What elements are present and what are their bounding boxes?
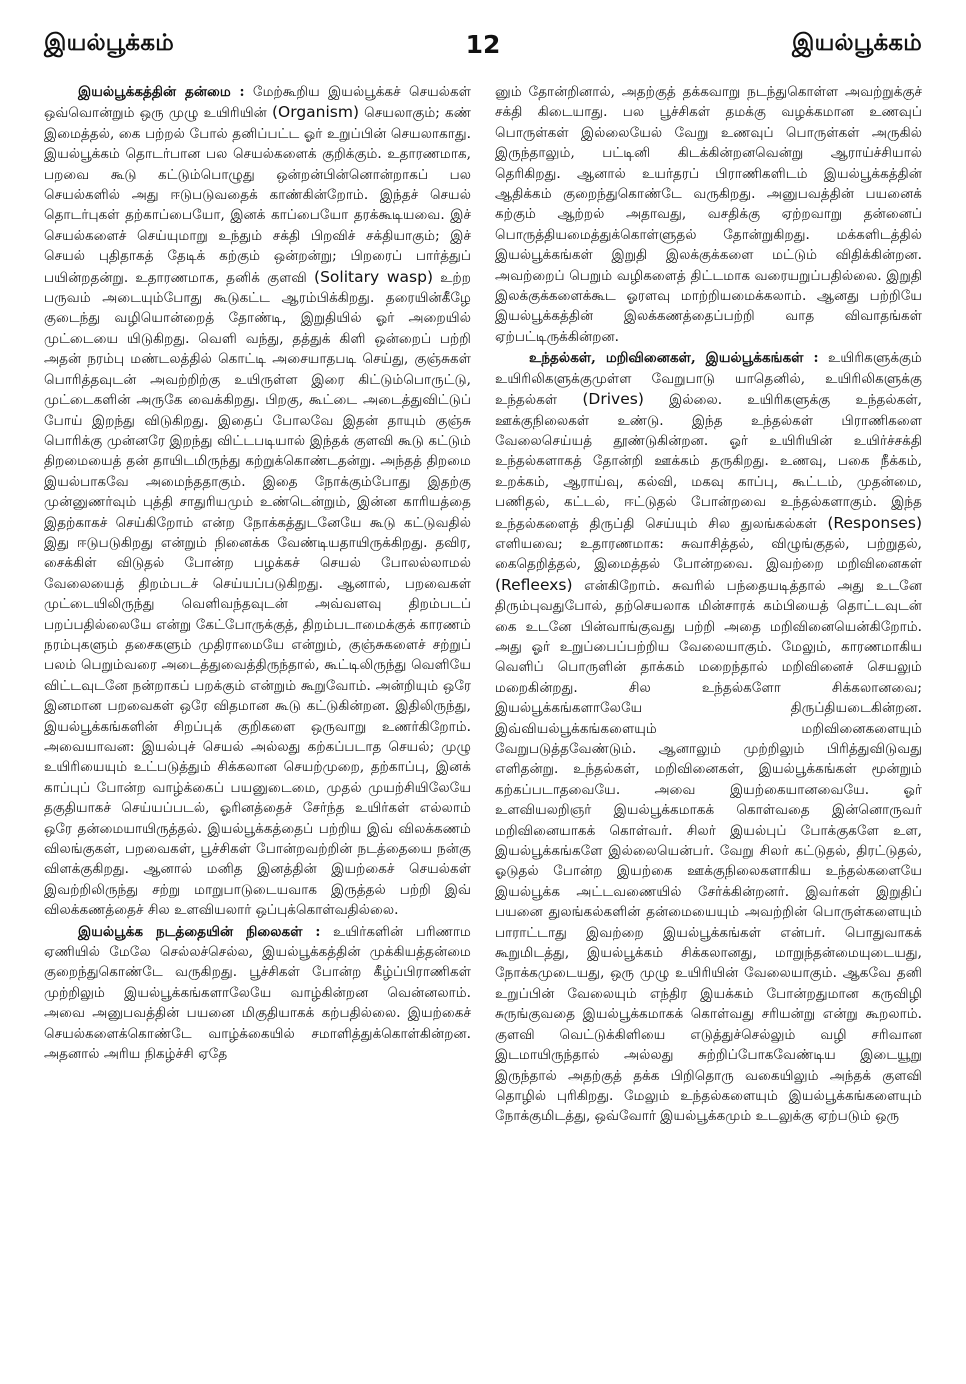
english-term: (Refleexs) xyxy=(495,575,573,594)
paragraph-nature-of-instinct xyxy=(44,82,471,921)
paragraph-continued xyxy=(495,82,922,347)
running-title-right: இயல்பூக்கம் xyxy=(792,29,922,56)
paragraph-text: செயலாகும்; கண் இமைத்தல், கை பற்றல் போல் தனிப்பட்ட ஓர் உறுப்பின் செயலாகாது. இயல்பூக்கம் தொடர்பான பல செயல்களைக் குறிக்கும். உதாரணமாக, பறவை கூடு கட்டும்பொழுது ஒன்றன்பின்னொன்றாகப் பல செயல்களில் அது ஈடுபடுவதைக் காண்கின்றோம். இந்தச் செயல் தொடர்புகள் தற்காப்பையோ, இனக் காப்பையோ தரக்கூடியவை. இச் செயல்களைச் செய்யுமாறு உந்தும் சக்தி பிறவிச் சக்தியாகும்; இச் செயல் புதிதாகத் தேடிக் கற்கும் ஒன்றன்று; பிறரைப் பார்த்துப் பயின்றதன்று. உதாரணமாக, தனிக் குளவி xyxy=(44,105,471,286)
english-term: (Responses) xyxy=(827,513,922,532)
paragraph-text: எளியவை; உதாரணமாக: சுவாசித்தல், விழுங்குதல், பற்றுதல், கைதெறித்தல், இமைத்தல் போன்றவை. இவற்றை மறிவினைகள் xyxy=(495,535,922,573)
paragraph-text: உயிர்களின் பரிணாம ஏணியில் மேலே செல்லச்செல்ல, இயல்பூக்கத்தின் முக்கியத்தன்மை குறைந்துகொண்டே வருகிறது. பூச்சிகள் போன்ற கீழ்ப்பிராணிகள் முற்றிலும் இயல்பூக்கங்களாலேயே வாழ்கின்றன வென்னலாம். அவை அனுபவத்தின் பயனை மிகுதியாகக் கற்பதில்லை. இயற்கைச் செயல்களைக்கொண்டே வாழ்க்கையில் சமாளித்துக்கொள்கின்றன. அதனால் அரிய நிகழ்ச்சி ஏதே xyxy=(44,923,471,1063)
section-heading: இயல்பூக்க நடத்தையின் நிலைகள் : xyxy=(78,923,321,940)
paragraph-text: என்கிறோம். சுவரில் பந்தையடித்தால் அது உடனே திரும்புவதுபோல், தற்செயலாக மின்சாரக் கம்பியைத் தொட்டவுடன் கை உடனே பின்வாங்குவது பற்றி அதை மறிவினையென்கிறோம். அது ஓர் உறுப்பைப்பற்றிய வேலையாகும். மேலும், காரணமாகிய வெளிப் பொருளின் தாக்கம் மறைந்தால் மறிவினைச் செயலும் மறைகின்றது. சில உந்தல்களோ சிக்கலானவை; இயல்பூக்கங்களாலேயே திருப்தியடைகின்றன. இவ்வியல்பூக்கங்களையும் மறிவினைகளையும் வேறுபடுத்தவேண்டும். ஆனாலும் முற்றிலும் பிரித்துவிடுவது எளிதன்று. உந்தல்கள், மறிவினைகள், இயல்பூக்கங்கள் மூன்றும் கற்கப்படாதவையே. அவை இயற்கையானவையே. ஓர் உளவியலறிஞர் இயல்பூக்கமாகக் கொள்வதை இன்னொருவர் மறிவினையாகக் கொள்வர். சிலர் இயல்புப் போக்குகளே உள, இயல்பூக்கங்களே இல்லையென்பர். வேறு சிலர் கட்டுதல், திரட்டுதல், ஓடுதல் போன்ற இயற்கை ஊக்குநிலைகளாகிய உந்தல்களையே இயல்பூக்க அட்டவணையில் சேர்க்கின்றனர். இவர்கள் இறுதிப் பயனை துலங்கல்களின் தன்மையையும் அவற்றின் பொருள்களையும் பாராட்டாது இவற்றை இயல்பூக்கங்கள் என்பர். பொதுவாகக் கூறுமிடத்து, இயல்பூக்கம் சிக்கலானது, மாறுந்தன்மையுடையது, நோக்கமுடையது, ஒரு முழு உயிரியின் வேலையாகும். ஆகவே தனி உறுப்பின் வேலையும் எந்திர இயக்கம் போன்றதுமான கருவிழி சுருங்குவதை இயல்பூக்கமாகக் கொள்வது சரியன்று என்று கூறலாம். குளவி வெட்டுக்கிளியை எடுத்துச்செல்லும் வழி சரிவான இடமாயிருந்தால் அல்லது சுற்றிப்போகவேண்டிய இடையூறு இருந்தால் அதற்குத் தக்க பிறிதொரு வகையிலும் அந்தக் குளவி தொழில் புரிகிறது. மேலும் உந்தல்களையும் இயல்பூக்கங்களையும் நோக்குமிடத்து, ஒவ்வோர் இயல்பூக்கமும் உடலுக்கு ஏற்படும் ஒரு xyxy=(495,577,922,1125)
page-header xyxy=(44,26,922,62)
paragraph-text: உயிரிகளுக்கும் உயிரிலிகளுக்குமுள்ள வேறுபாடு யாதெனில், உயிரிலிகளுக்கு உந்தல்கள் xyxy=(495,350,922,409)
paragraph-text: மேற்கூறிய இயல்பூக்கச் செயல்கள் ஒவ்வொன்றும் ஒரு முழு உயிரியின் xyxy=(44,84,471,122)
paragraph-text: இல்லை. உயிரிகளுக்கு உந்தல்கள், ஊக்குநிலைகள் உண்டு. இந்த உந்தல்கள் பிராணிகளை வேலைசெய்யத் தூண்டுகின்றன. ஓர் உயிரியின் உயிர்ச்சக்தி உந்தல்களாகத் தோன்றி ஊக்கம் தருகிறது. உணவு, பகை நீக்கம், உறக்கம், ஆராய்வு, கல்வி, மகவு காப்பு, கூட்டம், முதன்மை, பணிதல், கட்டல், ஈட்டுதல் போன்றவை உந்தல்களாகும். இந்த உந்தல்களைத் திருப்தி செய்யும் சில துலங்கல்கள் xyxy=(495,392,922,532)
paragraph-text: னும் தோன்றினால், அதற்குத் தக்கவாறு நடந்துகொள்ள அவற்றுக்குச் சக்தி கிடையாது. பல பூச்சிகள் தமக்கு வழக்கமான உணவுப் பொருள்கள் இல்லையேல் வேறு உணவுப் பொருள்கள் அருகில் இருந்தாலும், பட்டினி கிடக்கின்றனவென்று ஆராய்ச்சியால் தெரிகிறது. ஆனால் உயர்தரப் பிராணிகளிடம் இயல்பூக்கத்தின் ஆதிக்கம் குறைந்துகொண்டே வருகிறது. அனுபவத்தின் பயனைக் கற்கும் ஆற்றல் அதாவது, வசதிக்கு ஏற்றவாறு தன்னைப் பொருத்தியமைத்துக்கொள்ளுதல் தோன்றுகிறது. மக்களிடத்தில் இயல்பூக்கங்கள் இறுதி இலக்குக்களை மட்டும் விதிக்கின்றன. அவற்றைப் பெறும் வழிகளைத் திட்டமாக வரையறுப்பதில்லை. இறுதி இலக்குக்களைக்கூட ஓரளவு மாற்றியமைக்கலாம். ஆனது பற்றியே இயல்பூக்கத்தின் இலக்கணத்தைப்பற்றி வாத விவாதங்கள் ஏற்பட்டிருக்கின்றன. xyxy=(495,84,922,345)
page-number: 12 xyxy=(465,29,501,59)
english-term: (Solitary wasp) xyxy=(314,267,434,286)
running-title-left: இயல்பூக்கம் xyxy=(44,29,174,56)
paragraph-drives-reflexes-instincts xyxy=(495,348,922,1126)
paragraph-levels-of-instinct xyxy=(44,922,471,1065)
section-heading: இயல்பூக்கத்தின் தன்மை : xyxy=(78,84,245,100)
english-term: (Organism) xyxy=(271,103,360,122)
left-column xyxy=(44,82,471,1372)
section-heading: உந்தல்கள், மறிவினைகள், இயல்பூக்கங்கள் : xyxy=(529,350,819,367)
right-column xyxy=(495,82,922,1372)
text-columns xyxy=(44,82,922,1372)
english-term: (Drives) xyxy=(582,390,644,409)
paragraph-text: உற்ற பருவம் அடையும்போது கூடுகட்ட ஆரம்பிக்கிறது. தரையின்கீழே குடைந்து வழியொன்றைத் தோண்டி, இறுதியில் ஓர் அறையில் முட்டையை யிடுகிறது. வெளி வந்து, தத்துக் கிளி ஒன்றைப் பற்றி அதன் நரம்பு மண்டலத்தில் கொட்டி அசையாதபடி செய்து, குஞ்சுகள் பொரித்தவுடன் அவற்றிற்கு உயிருள்ள இரை கிட்டும்பொருட்டு, முட்டைகளின் அருகே வைக்கிறது. பிறகு, கூட்டை அடைத்துவிட்டுப் போய் இறந்து விடுகிறது. இதைப் போலவே இதன் தாயும் குஞ்சு பொரிக்கு முன்னரே இறந்து விட்டபடியால் இந்தக் குளவி கூடு கட்டும் திறமையைத் தன் தாயிடமிருந்து கற்றுக்கொண்டதன்று. அந்தத் திறமை இயல்பாகவே அமைந்ததாகும். இதை நோக்கும்போது இதற்கு முன்னுணர்வும் புத்தி சாதுரியமும் உண்டென்றும், இன்ன காரியத்தை இதற்காகச் செய்கிறோம் என்ற நோக்கத்துடனேயே கூடு கட்டுவதில் இது ஈடுபடுகிறது என்றும் நினைக்க வேண்டியதாயிருக்கிறது. தவிர, சைக்கிள் விடுதல் போன்ற பழக்கச் செயல் போலல்லாமல் வேலையைத் திறம்படச் செய்யப்படுகிறது. ஆனால், பறவைகள் முட்டையிலிருந்து வெளிவந்தவுடன் அவ்வளவு திறம்படப் பறப்பதில்லையே என்று கேட்போருக்குத், திறம்படாமைக்குக் காரணம் நரம்புகளும் தசைகளும் முதிராமையே என்றும், குஞ்சுகளைச் சற்றுப் பலம் பெறும்வரை அடைத்துவைத்திருந்தால், கூட்டிலிருந்து வெளியே விட்டவுடனே நன்றாகப் பறக்கும் என்றும் கூறுவோம். அன்றியும் ஒரே இனமான பறவைகள் ஒரே விதமான கூடு கட்டுகின்றன. இதிலிருந்து, இயல்பூக்கங்களின் சிறப்புக் குறிகளை ஒருவாறு உணர்கிறோம். அவையாவன: இயல்புச் செயல் அல்லது கற்கப்படாத செயல்; முழு உயிரியையும் உட்படுத்தும் சிக்கலான செயற்முறை, தற்காப்பு, இனக் காப்புப் போன்ற வாழ்க்கைப் பயனுடைமை, முதல் முயற்சியிலேயே தகுதியாகச் செய்யப்படல், ஓரினத்தைச் சேர்ந்த உயிர்கள் எல்லாம் ஒரே தன்மையாயிருத்தல். இயல்பூக்கத்தைப் பற்றிய இவ் விலக்கணம் விலங்குகள், பறவைகள், பூச்சிகள் போன்றவற்றின் நடத்தையை நன்கு விளக்குகிறது. ஆனால் மனித இனத்தின் இயற்கைச் செயல்கள் இவற்றிலிருந்து சற்று மாறுபாடுடையவாக இருத்தல் பற்றி இவ் விலக்கணத்தைச் சில உளவியலார் ஒப்புக்கொள்வதில்லை. xyxy=(44,269,471,919)
